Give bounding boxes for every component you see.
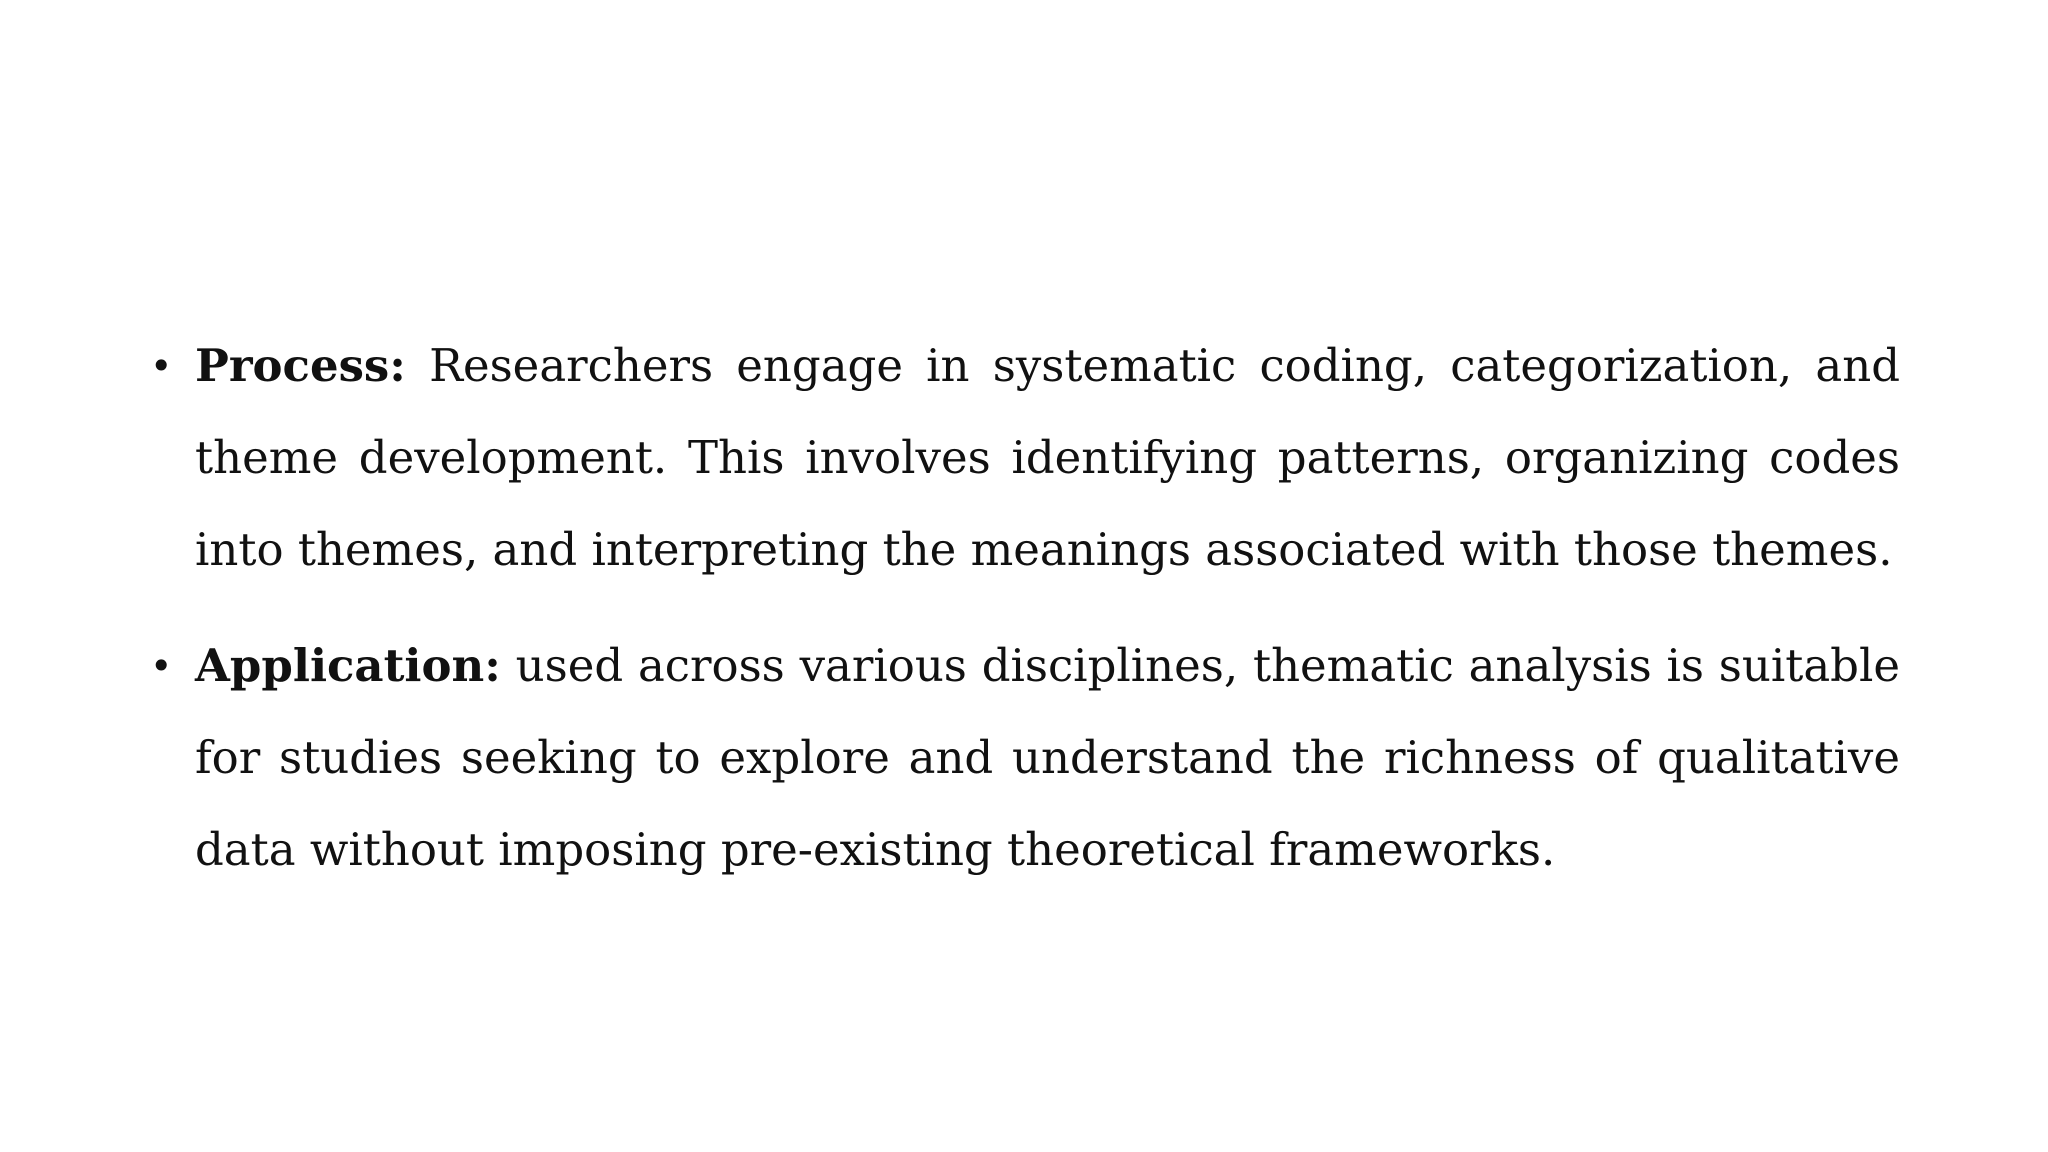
bullet-marker: • bbox=[150, 644, 173, 688]
bullet-label-application: Application: bbox=[195, 639, 501, 692]
bullet-text-application: used across various disciplines, thematic analysis is suitable for studies seeking to explore and understand the richness of qualitative data without imposing pre-existing theoretical frameworks. bbox=[195, 639, 1900, 876]
bullet-label-process: Process: bbox=[195, 339, 406, 392]
bullet-text-process: Researchers engage in systematic coding, categorization, and theme development. This involves identifying patterns, organizing codes into themes, and interpreting the meanings associated with those themes. bbox=[195, 339, 1900, 576]
bullet-item-process bbox=[150, 320, 1900, 596]
bullet-marker: • bbox=[150, 344, 173, 388]
bullet-list bbox=[150, 320, 1900, 920]
bullet-item-application bbox=[150, 620, 1900, 896]
